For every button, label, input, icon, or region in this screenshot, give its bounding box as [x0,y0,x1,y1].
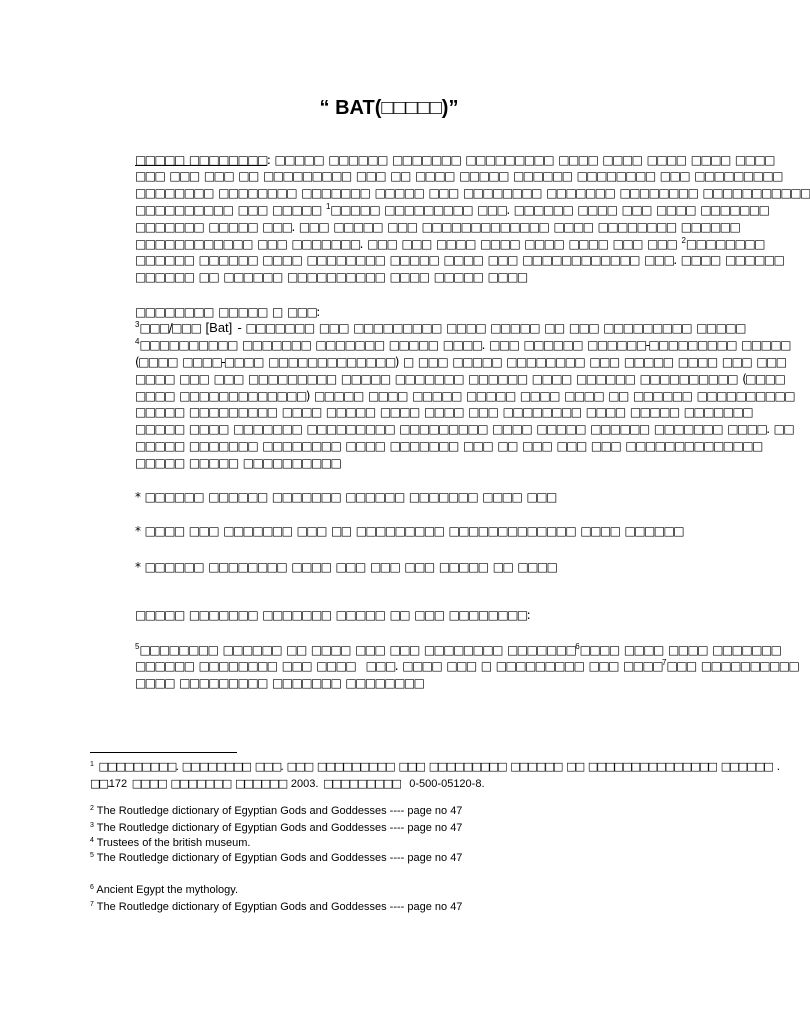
footnote-text: □□□□ □□□□□□□ □□□□□□ [127,776,291,790]
text-line [135,337,790,354]
latin-text: [Bat] [205,320,233,336]
footnote-number: 3 [90,821,94,829]
bullet-text: * □□□□ □□□ □□□□□□□ □□□ □□ □□□□□□□□□ □□□□□□□□□□□□□ □□□□ □□□□□□ [135,523,683,538]
footnote [90,883,238,898]
text-run: - □□□□□□□ □□□ □□□□□□□□□ □□□□ □□□□□ □□ □□□ □□□□□□□□□ □□□□□ [232,321,745,336]
text-line: □□□ □□□ □□□ □□ □□□□□□□□□ □□□ □□ □□□□ □□□□□ □□□□□□ □□□□□□□□ □□□ □□□□□□□□□ [135,169,782,184]
section-heading: □□□□□ □□□□□□□□ [135,152,267,167]
sources-heading-block [135,607,735,624]
footnote-number: 5 [90,851,94,859]
text-line: □□□□ □□□□□□□□□ □□□□□□□ □□□□□□□□ [135,676,424,691]
footnote-separator [90,752,237,753]
footnote-text: The Routledge dictionary of Egyptian Gods and Goddesses ---- page no 47 [93,821,463,834]
footnote [90,836,250,851]
text-line [135,201,769,219]
text-line: □□□□□ □□□□□ □□□□□□□□□□ [135,455,341,470]
text-line [135,320,745,337]
footnote-ref: 5 [135,641,140,651]
footnote-ref: 7 [662,658,667,668]
bullet-item [135,559,735,576]
text-run: □□□/□□□ [139,321,206,336]
page-title: “ BAT(□□□□□)” [319,97,459,119]
origin-section [135,304,794,472]
text-run: □□□□□□□□ □□□□□□ □□ □□□□ □□□ □□□ □□□□□□□□ □□□□□□□ [139,642,576,657]
text-run: □□□□□ □□□□□□□□□ □□□. □□□□□□ □□□□ □□□ □□□□ □□□□□□□ [330,202,769,217]
footnote [90,804,462,819]
text-line [135,641,781,659]
text-run: □□□□□□□□□□ □□□ □□□□□ [135,202,326,217]
footnote-text: □□□□□□□□□. □□□□□□□□ □□□. □□□ □□□□□□□□□ □□□ □□□□□□□□□ □□□□□□ □□ □□□□□□□□□□□□□□□ □□□□□□ . [93,759,779,773]
text-line: (□□□□ □□□□-□□□□ □□□□□□□□□□□□□) □ □□□ □□□□□ □□□□□□□□ □□□ □□□□□ □□□□ □□□ □□□ [135,354,786,369]
text-line: □□□□□□ □□□□□□ □□□□ □□□□□□□□ □□□□□ □□□□ □□□ □□□□□□□□□□□□ □□□. □□□□ □□□□□□ [135,253,784,268]
footnote-ref: 6 [575,641,580,651]
text-line: □□□□ □□□ □□□ □□□□□□□□□ □□□□□ □□□□□□□ □□□□□□ □□□□ □□□□□□ □□□□□□□□□□ (□□□□ [135,371,785,386]
text-run: □□□□□□□□□□ □□□□□□□ □□□□□□□ □□□□□ □□□□. □□□ □□□□□□ □□□□□□-□□□□□□□□□ □□□□□ [139,338,790,353]
text-line [135,658,799,675]
text-run: : □□□□□ □□□□□□ □□□□□□□ □□□□□□□□□ □□□□ □□□□ □□□□ □□□□ □□□□ [266,152,774,167]
footnote-text: Ancient Egypt the mythology. [93,883,239,896]
bullet-text: * □□□□□□ □□□□□□ □□□□□□□ □□□□□□ □□□□□□□ □□□□ □□□ [135,489,556,504]
text-line: □□□□□□□ □□□□□ □□□. □□□ □□□□□ □□□ □□□□□□□□□□□□□ □□□□ □□□□□□□□ □□□□□□ [135,219,740,234]
text-run: □□□□□□□□ [685,236,764,251]
sources-paragraph [135,641,799,692]
footnote-number: 6 [90,883,94,891]
footnote [90,851,462,866]
footnote-number: 1 [90,760,94,768]
text-run: □□□□ □□□□ □□□□ □□□□□□□ [579,642,781,657]
text-line [135,152,774,169]
footnote-text: The Routledge dictionary of Egyptian Gods and Goddesses ---- page no 47 [93,900,463,913]
footnote-number: 4 [90,836,94,844]
intro-paragraph [135,152,810,286]
footnote-ref: 1 [325,201,331,211]
text-line: □□□□□ □□□□□□□□□ □□□□ □□□□□ □□□□ □□□□ □□□ □□□□□□□□ □□□□ □□□□□ □□□□□□□ [135,405,752,420]
bullet-item [135,523,735,540]
footnote-number: 7 [90,900,94,908]
footnote [90,821,462,836]
footnote-ref: 2 [681,235,686,245]
text-line: □□□□□□□□ □□□□□□□□ □□□□□□□ □□□□□ □□□ □□□□□□□□ □□□□□□□ □□□□□□□□ □□□□□□□□□□□ [135,186,810,201]
footnote [90,900,462,915]
footnote-page: 172 [108,777,128,790]
text-line: □□□□□ □□□□ □□□□□□□ □□□□□□□□□ □□□□□□□□□ □□□□ □□□□□ □□□□□□ □□□□□□□ □□□□. □□ [135,422,794,437]
text-run: □□□□□□ □□□□□□□□ □□□ □□□□ □□□. □□□□ □□□ □ □□□□□□□□□ □□□ □□□□ [135,659,662,674]
footnote-text: The Routledge dictionary of Egyptian Gods and Goddesses ---- page no 47 [93,804,463,817]
footnote-continuation [90,776,485,792]
footnote-ref: 4 [135,337,140,347]
text-line [135,235,764,253]
text-line: □□□□□ □□□□□□□ □□□□□□□□ □□□□ □□□□□□□ □□□ □□ □□□ □□□ □□□ □□□□□□□□□□□□□□ [135,438,762,453]
footnote-text: □□. [90,776,109,790]
footnote-text: The Routledge dictionary of Egyptian Gods and Goddesses ---- page no 47 [93,851,463,864]
footnote-ref: 3 [135,320,140,330]
footnote-text: □□□□□□□□□ [318,776,410,790]
text-run: □□□ □□□□□□□□□□ [666,659,799,674]
section-heading: □□□□□□□□ □□□□□ □ □□□: [135,304,319,319]
footnote-isbn: 0-500-05120-8. [409,777,485,790]
text-run: □□□□□□□□□□□□ □□□ □□□□□□□. □□□ □□□ □□□□ □□□□ □□□□ □□□□ □□□ □□□ [135,236,682,251]
footnote-year: 2003. [290,777,319,790]
footnote-text: Trustees of the british museum. [93,836,251,849]
text-line: □□□□ □□□□□□□□□□□□□) □□□□□ □□□□ □□□□□ □□□□□ □□□□ □□□□ □□ □□□□□□ □□□□□□□□□□ [135,388,794,403]
bullet-text: * □□□□□□ □□□□□□□□ □□□□ □□□ □□□ □□□ □□□□□ □□ □□□□ [135,559,557,574]
text-line: □□□□□□ □□ □□□□□□ □□□□□□□□□□ □□□□ □□□□□ □□□□ [135,270,527,285]
bullet-item [135,489,735,506]
footnote [90,759,778,775]
section-heading: □□□□□ □□□□□□□ □□□□□□□ □□□□□ □□ □□□ □□□□□□□□: [135,607,530,622]
footnote-number: 2 [90,804,94,812]
